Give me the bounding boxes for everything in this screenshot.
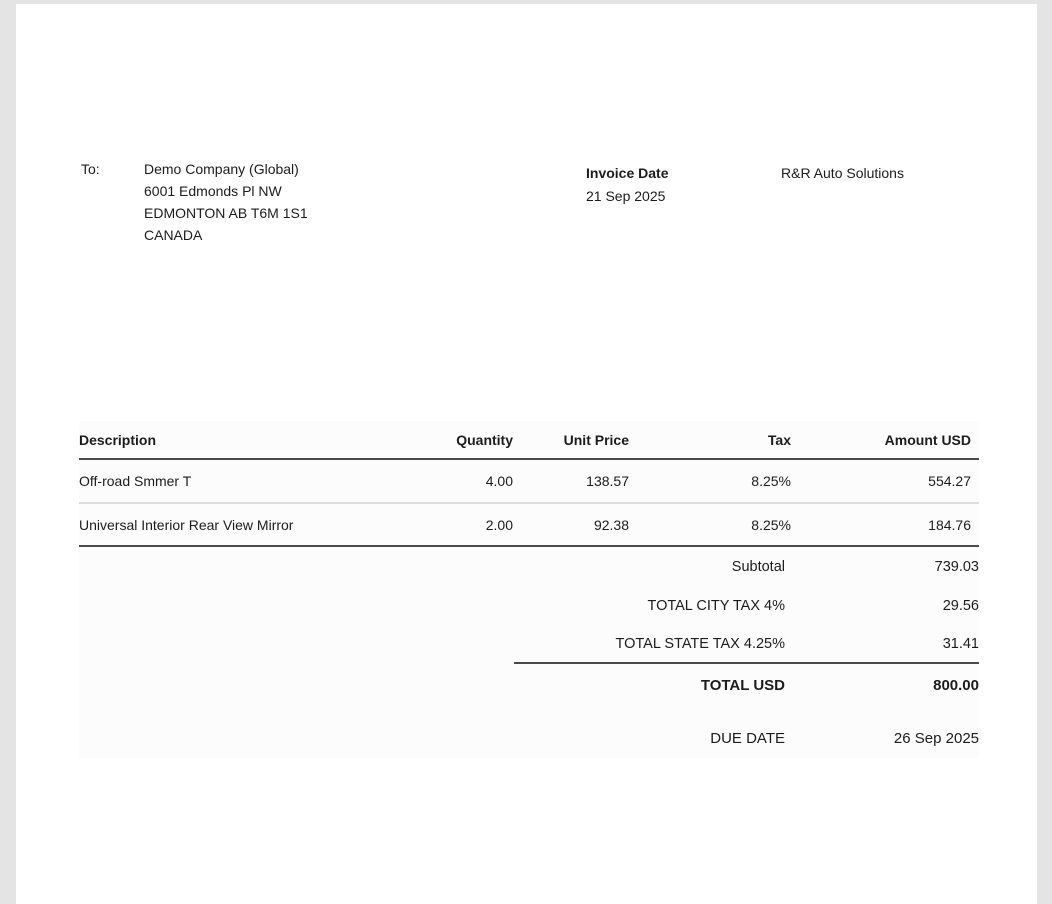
table-header-row — [79, 421, 979, 460]
subtotal-row — [79, 547, 979, 587]
column-header-tax: Tax — [767, 431, 791, 448]
cell-quantity: 4.00 — [485, 473, 513, 489]
grand-total-value: 800.00 — [933, 676, 979, 694]
due-date-value: 26 Sep 2025 — [893, 730, 979, 747]
company-name: R&R Auto Solutions — [781, 165, 904, 181]
invoice-table-panel — [79, 421, 979, 758]
grand-total-row — [79, 664, 979, 706]
recipient-block — [81, 158, 308, 246]
invoice-date-label: Invoice Date — [586, 165, 669, 181]
city-tax-label: TOTAL CITY TAX 4% — [647, 598, 785, 614]
cell-amount: 184.76 — [928, 516, 971, 533]
subtotal-value: 739.03 — [934, 559, 979, 575]
column-header-description: Description — [79, 431, 157, 448]
cell-tax: 8.25% — [751, 473, 791, 489]
table-row — [79, 460, 979, 504]
recipient-address-line-3: CANADA — [144, 227, 203, 243]
subtotal-label: Subtotal — [731, 559, 785, 575]
cell-amount: 554.27 — [928, 473, 971, 489]
recipient-address — [144, 158, 308, 246]
due-date-row — [79, 719, 979, 758]
to-label: To: — [81, 161, 100, 177]
due-date-label: DUE DATE — [710, 730, 785, 747]
cell-description: Off-road Smmer T — [79, 473, 192, 489]
column-header-amount-usd: Amount USD — [884, 431, 971, 448]
invoice-paper — [16, 4, 1037, 904]
cell-unit-price: 92.38 — [593, 516, 629, 533]
recipient-name: Demo Company (Global) — [144, 161, 299, 177]
invoice-date-block — [586, 162, 668, 208]
recipient-address-line-1: 6001 Edmonds Pl NW — [144, 183, 282, 199]
recipient-address-line-2: EDMONTON AB T6M 1S1 — [144, 205, 308, 221]
grand-total-label: TOTAL USD — [700, 676, 785, 694]
column-header-unit-price: Unit Price — [563, 431, 629, 448]
state-tax-value: 31.41 — [942, 635, 979, 652]
column-header-quantity: Quantity — [456, 431, 513, 448]
cell-tax: 8.25% — [751, 516, 791, 533]
state-tax-row — [79, 625, 979, 662]
table-row — [79, 504, 979, 547]
cell-unit-price: 138.57 — [586, 473, 629, 489]
invoice-date-value: 21 Sep 2025 — [586, 188, 666, 204]
city-tax-row — [79, 587, 979, 625]
state-tax-label: TOTAL STATE TAX 4.25% — [615, 635, 785, 652]
cell-description: Universal Interior Rear View Mirror — [79, 516, 294, 533]
city-tax-value: 29.56 — [942, 598, 979, 614]
cell-quantity: 2.00 — [485, 516, 513, 533]
